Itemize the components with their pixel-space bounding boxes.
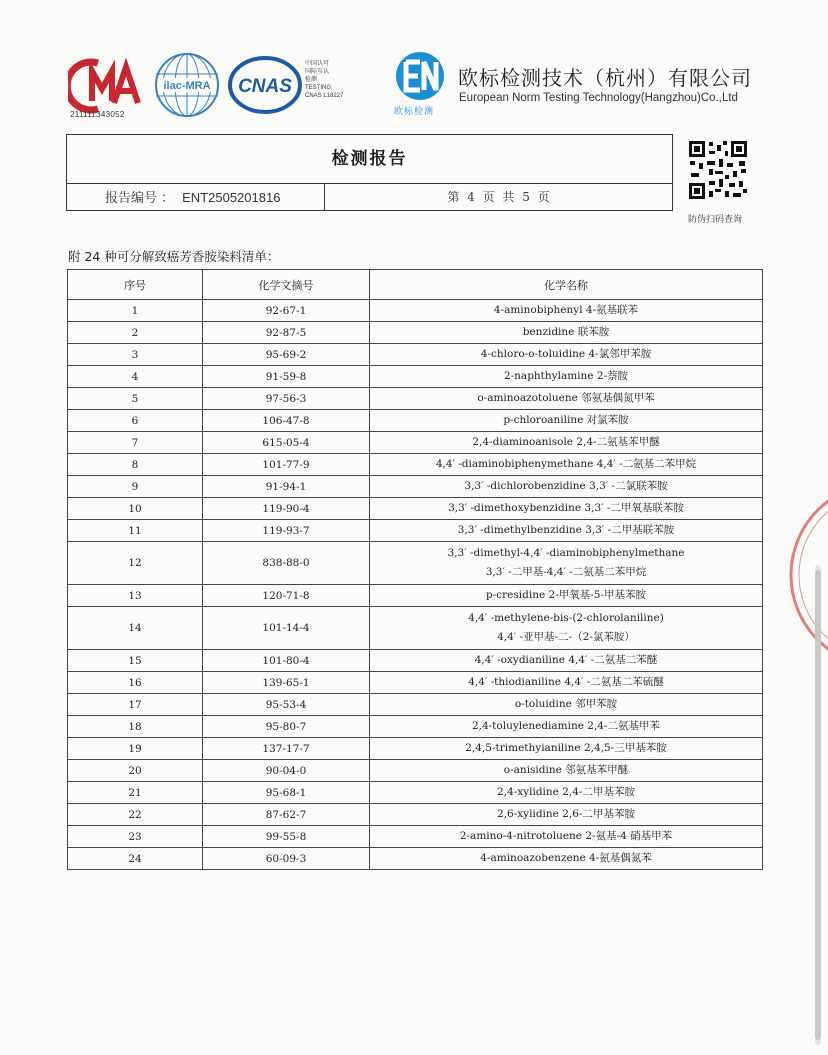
cell-no: 16 xyxy=(68,672,203,694)
amine-list-table xyxy=(67,269,763,870)
cell-cas: 615-05-4 xyxy=(203,432,370,454)
cell-cas: 101-14-4 xyxy=(203,607,370,650)
chemical-name-line: 4-chloro-o-toluidine 4-氯邻甲苯胺 xyxy=(480,348,652,360)
cell-no: 17 xyxy=(68,694,203,716)
chemical-name-line: 3,3′ -二甲基-4,4′ -二氨基二苯甲烷 xyxy=(485,566,647,578)
table-row xyxy=(68,826,763,848)
en-company-logo xyxy=(392,50,448,102)
cell-chemical-name xyxy=(370,366,763,388)
cell-chemical-name xyxy=(370,738,763,760)
official-stamp xyxy=(788,480,828,670)
cell-no: 20 xyxy=(68,760,203,782)
cma-logo xyxy=(68,55,146,117)
cell-chemical-name xyxy=(370,607,763,650)
cnas-logo xyxy=(228,56,302,114)
qr-caption: 防伪扫码查询 xyxy=(688,215,743,225)
cell-chemical-name xyxy=(370,432,763,454)
en-logo-subtitle: 欧标检测 xyxy=(394,107,435,117)
chemical-name-line: 4,4′ -diaminobiphenymethane 4,4′ -二氨基二苯甲烷 xyxy=(435,458,697,470)
svg-text:ilac-MRA: ilac-MRA xyxy=(163,80,211,92)
cell-cas: 119-93-7 xyxy=(203,520,370,542)
cell-chemical-name xyxy=(370,300,763,322)
cell-chemical-name xyxy=(370,454,763,476)
chemical-name-line: p-chloroaniline 对氯苯胺 xyxy=(503,414,629,426)
cell-cas: 90-04-0 xyxy=(203,760,370,782)
table-row xyxy=(68,344,763,366)
table-header-row xyxy=(68,270,763,300)
cell-cas: 92-87-5 xyxy=(203,322,370,344)
cell-no: 7 xyxy=(68,432,203,454)
chemical-name-line: 2,4-toluylenediamine 2,4-二氨基甲苯 xyxy=(471,720,661,732)
chemical-name-line: 3,3′ -dimethyl-4,4′ -diaminobiphenylmethane xyxy=(447,547,685,559)
cell-no: 13 xyxy=(68,585,203,607)
qr-code-icon[interactable] xyxy=(687,139,749,201)
cell-cas: 99-55-8 xyxy=(203,826,370,848)
cell-cas: 97-56-3 xyxy=(203,388,370,410)
chemical-name-line: 3,3′ -dimethoxybenzidine 3,3′ -二甲氧基联苯胺 xyxy=(448,502,684,514)
table-row xyxy=(68,542,763,585)
table-row xyxy=(68,804,763,826)
table-row xyxy=(68,454,763,476)
table-row xyxy=(68,694,763,716)
cell-chemical-name xyxy=(370,520,763,542)
cell-chemical-name xyxy=(370,672,763,694)
chemical-name-line: 2,4,5-trimethyianiline 2,4,5-三甲基苯胺 xyxy=(465,742,667,754)
cell-cas: 91-94-1 xyxy=(203,476,370,498)
cell-no: 15 xyxy=(68,650,203,672)
table-row xyxy=(68,738,763,760)
cell-no: 3 xyxy=(68,344,203,366)
table-row xyxy=(68,366,763,388)
table-row xyxy=(68,432,763,454)
cell-cas: 137-17-7 xyxy=(203,738,370,760)
table-row xyxy=(68,607,763,650)
col-header-name: 化学名称 xyxy=(370,270,763,300)
cell-no: 2 xyxy=(68,322,203,344)
chemical-name-line: o-toluidine 邻甲苯胺 xyxy=(514,698,618,710)
cell-no: 4 xyxy=(68,366,203,388)
cell-chemical-name xyxy=(370,498,763,520)
chemical-name-line: p-cresidine 2-甲氧基-5-甲基苯胺 xyxy=(485,589,647,601)
cell-cas: 119-90-4 xyxy=(203,498,370,520)
chemical-name-line: 4-aminoazobenzene 4-氨基偶氮苯 xyxy=(480,852,652,864)
report-number-value: ENT2505201816 xyxy=(182,190,281,205)
cell-no: 12 xyxy=(68,542,203,585)
cell-cas: 139-65-1 xyxy=(203,672,370,694)
cell-cas: 92-67-1 xyxy=(203,300,370,322)
cell-chemical-name xyxy=(370,826,763,848)
table-row xyxy=(68,520,763,542)
cell-chemical-name xyxy=(370,694,763,716)
page-info: 第 4 页 共 5 页 xyxy=(447,190,550,204)
cell-cas: 95-69-2 xyxy=(203,344,370,366)
ilac-mra-logo xyxy=(154,52,220,118)
report-header-box xyxy=(66,134,673,211)
cell-cas: 101-77-9 xyxy=(203,454,370,476)
company-name-en: European Norm Testing Technology(Hangzhou)Co.,Ltd xyxy=(459,92,738,104)
scrollbar-thumb[interactable] xyxy=(815,570,821,1040)
cell-chemical-name xyxy=(370,804,763,826)
chemical-name-line: 3,3′ -dimethylbenzidine 3,3′ -二甲基联苯胺 xyxy=(457,524,675,536)
cell-chemical-name xyxy=(370,650,763,672)
cell-chemical-name xyxy=(370,344,763,366)
chemical-name-line: 2,4-diaminoanisole 2,4-二氨基苯甲醚 xyxy=(472,436,660,448)
chemical-name-line: 4,4′ -methylene-bis-(2-chlorolaniline) xyxy=(468,612,664,624)
cell-cas: 120-71-8 xyxy=(203,585,370,607)
cell-no: 10 xyxy=(68,498,203,520)
table-row xyxy=(68,672,763,694)
chemical-name-line: 2,6-xylidine 2,6-二甲基苯胺 xyxy=(497,808,635,820)
chemical-name-line: benzidine 联苯胺 xyxy=(522,326,610,338)
cell-no: 11 xyxy=(68,520,203,542)
chemical-name-line: 2-naphthylamine 2-萘胺 xyxy=(503,370,629,382)
cell-chemical-name xyxy=(370,322,763,344)
cell-cas: 87-62-7 xyxy=(203,804,370,826)
cell-chemical-name xyxy=(370,410,763,432)
table-row xyxy=(68,388,763,410)
chemical-name-line: 2-amino-4-nitrotoluene 2-氨基-4 硝基甲苯 xyxy=(459,830,673,842)
report-title: 检测报告 xyxy=(67,135,672,184)
cell-no: 14 xyxy=(68,607,203,650)
cell-chemical-name xyxy=(370,760,763,782)
table-row xyxy=(68,760,763,782)
cell-cas: 106-47-8 xyxy=(203,410,370,432)
cell-cas: 60-09-3 xyxy=(203,848,370,870)
cell-chemical-name xyxy=(370,542,763,585)
table-row xyxy=(68,410,763,432)
col-header-no: 序号 xyxy=(68,270,203,300)
cell-chemical-name xyxy=(370,716,763,738)
col-header-cas: 化学文摘号 xyxy=(203,270,370,300)
table-row xyxy=(68,650,763,672)
cell-no: 21 xyxy=(68,782,203,804)
cell-no: 18 xyxy=(68,716,203,738)
table-row xyxy=(68,322,763,344)
chemical-name-line: 4,4′ -亚甲基-二-（2-氯苯胺） xyxy=(497,631,635,643)
table-row xyxy=(68,585,763,607)
table-row xyxy=(68,476,763,498)
report-number xyxy=(67,184,325,211)
svg-text:CNAS: CNAS xyxy=(238,76,292,97)
cell-no: 19 xyxy=(68,738,203,760)
cell-no: 23 xyxy=(68,826,203,848)
cell-cas: 838-88-0 xyxy=(203,542,370,585)
cell-chemical-name xyxy=(370,476,763,498)
cell-no: 24 xyxy=(68,848,203,870)
cell-no: 5 xyxy=(68,388,203,410)
table-row xyxy=(68,300,763,322)
cell-chemical-name xyxy=(370,848,763,870)
cell-no: 8 xyxy=(68,454,203,476)
chemical-name-line: 3,3′ -dichlorobenzidine 3,3′ -二氯联苯胺 xyxy=(464,480,668,492)
chemical-name-line: 4,4′ -oxydianiline 4,4′ -二氨基二苯醚 xyxy=(474,654,658,666)
table-row xyxy=(68,848,763,870)
chemical-name-line: 4,4′ -thiodianiline 4,4′ -二氨基二苯硫醚 xyxy=(468,676,664,688)
cell-cas: 95-68-1 xyxy=(203,782,370,804)
cell-cas: 95-80-7 xyxy=(203,716,370,738)
table-row xyxy=(68,716,763,738)
list-title: 附 24 种可分解致癌芳香胺染料清单： xyxy=(68,249,280,264)
company-name-cn: 欧标检测技术（杭州）有限公司 xyxy=(458,66,752,90)
cell-no: 9 xyxy=(68,476,203,498)
cell-no: 1 xyxy=(68,300,203,322)
table-row xyxy=(68,782,763,804)
chemical-name-line: 4-aminobiphenyl 4-氨基联苯 xyxy=(493,304,639,316)
cell-chemical-name xyxy=(370,388,763,410)
cell-no: 6 xyxy=(68,410,203,432)
chemical-name-line: 2,4-xylidine 2,4-二甲基苯胺 xyxy=(497,786,635,798)
table-row xyxy=(68,498,763,520)
cell-cas: 101-80-4 xyxy=(203,650,370,672)
cell-cas: 95-53-4 xyxy=(203,694,370,716)
cell-chemical-name xyxy=(370,782,763,804)
chemical-name-line: o-anisidine 邻氨基苯甲醚 xyxy=(503,764,629,776)
cnas-caption: 中国认可 国际互认 检测 TESTING CNAS L18227 xyxy=(305,61,344,99)
cell-no: 22 xyxy=(68,804,203,826)
cma-number: 211111343052 xyxy=(70,110,125,119)
chemical-name-line: o-aminoazotoluene 邻氨基偶氮甲苯 xyxy=(477,392,655,404)
report-number-label: 报告编号 ： xyxy=(105,191,175,206)
cell-chemical-name xyxy=(370,585,763,607)
cell-cas: 91-59-8 xyxy=(203,366,370,388)
